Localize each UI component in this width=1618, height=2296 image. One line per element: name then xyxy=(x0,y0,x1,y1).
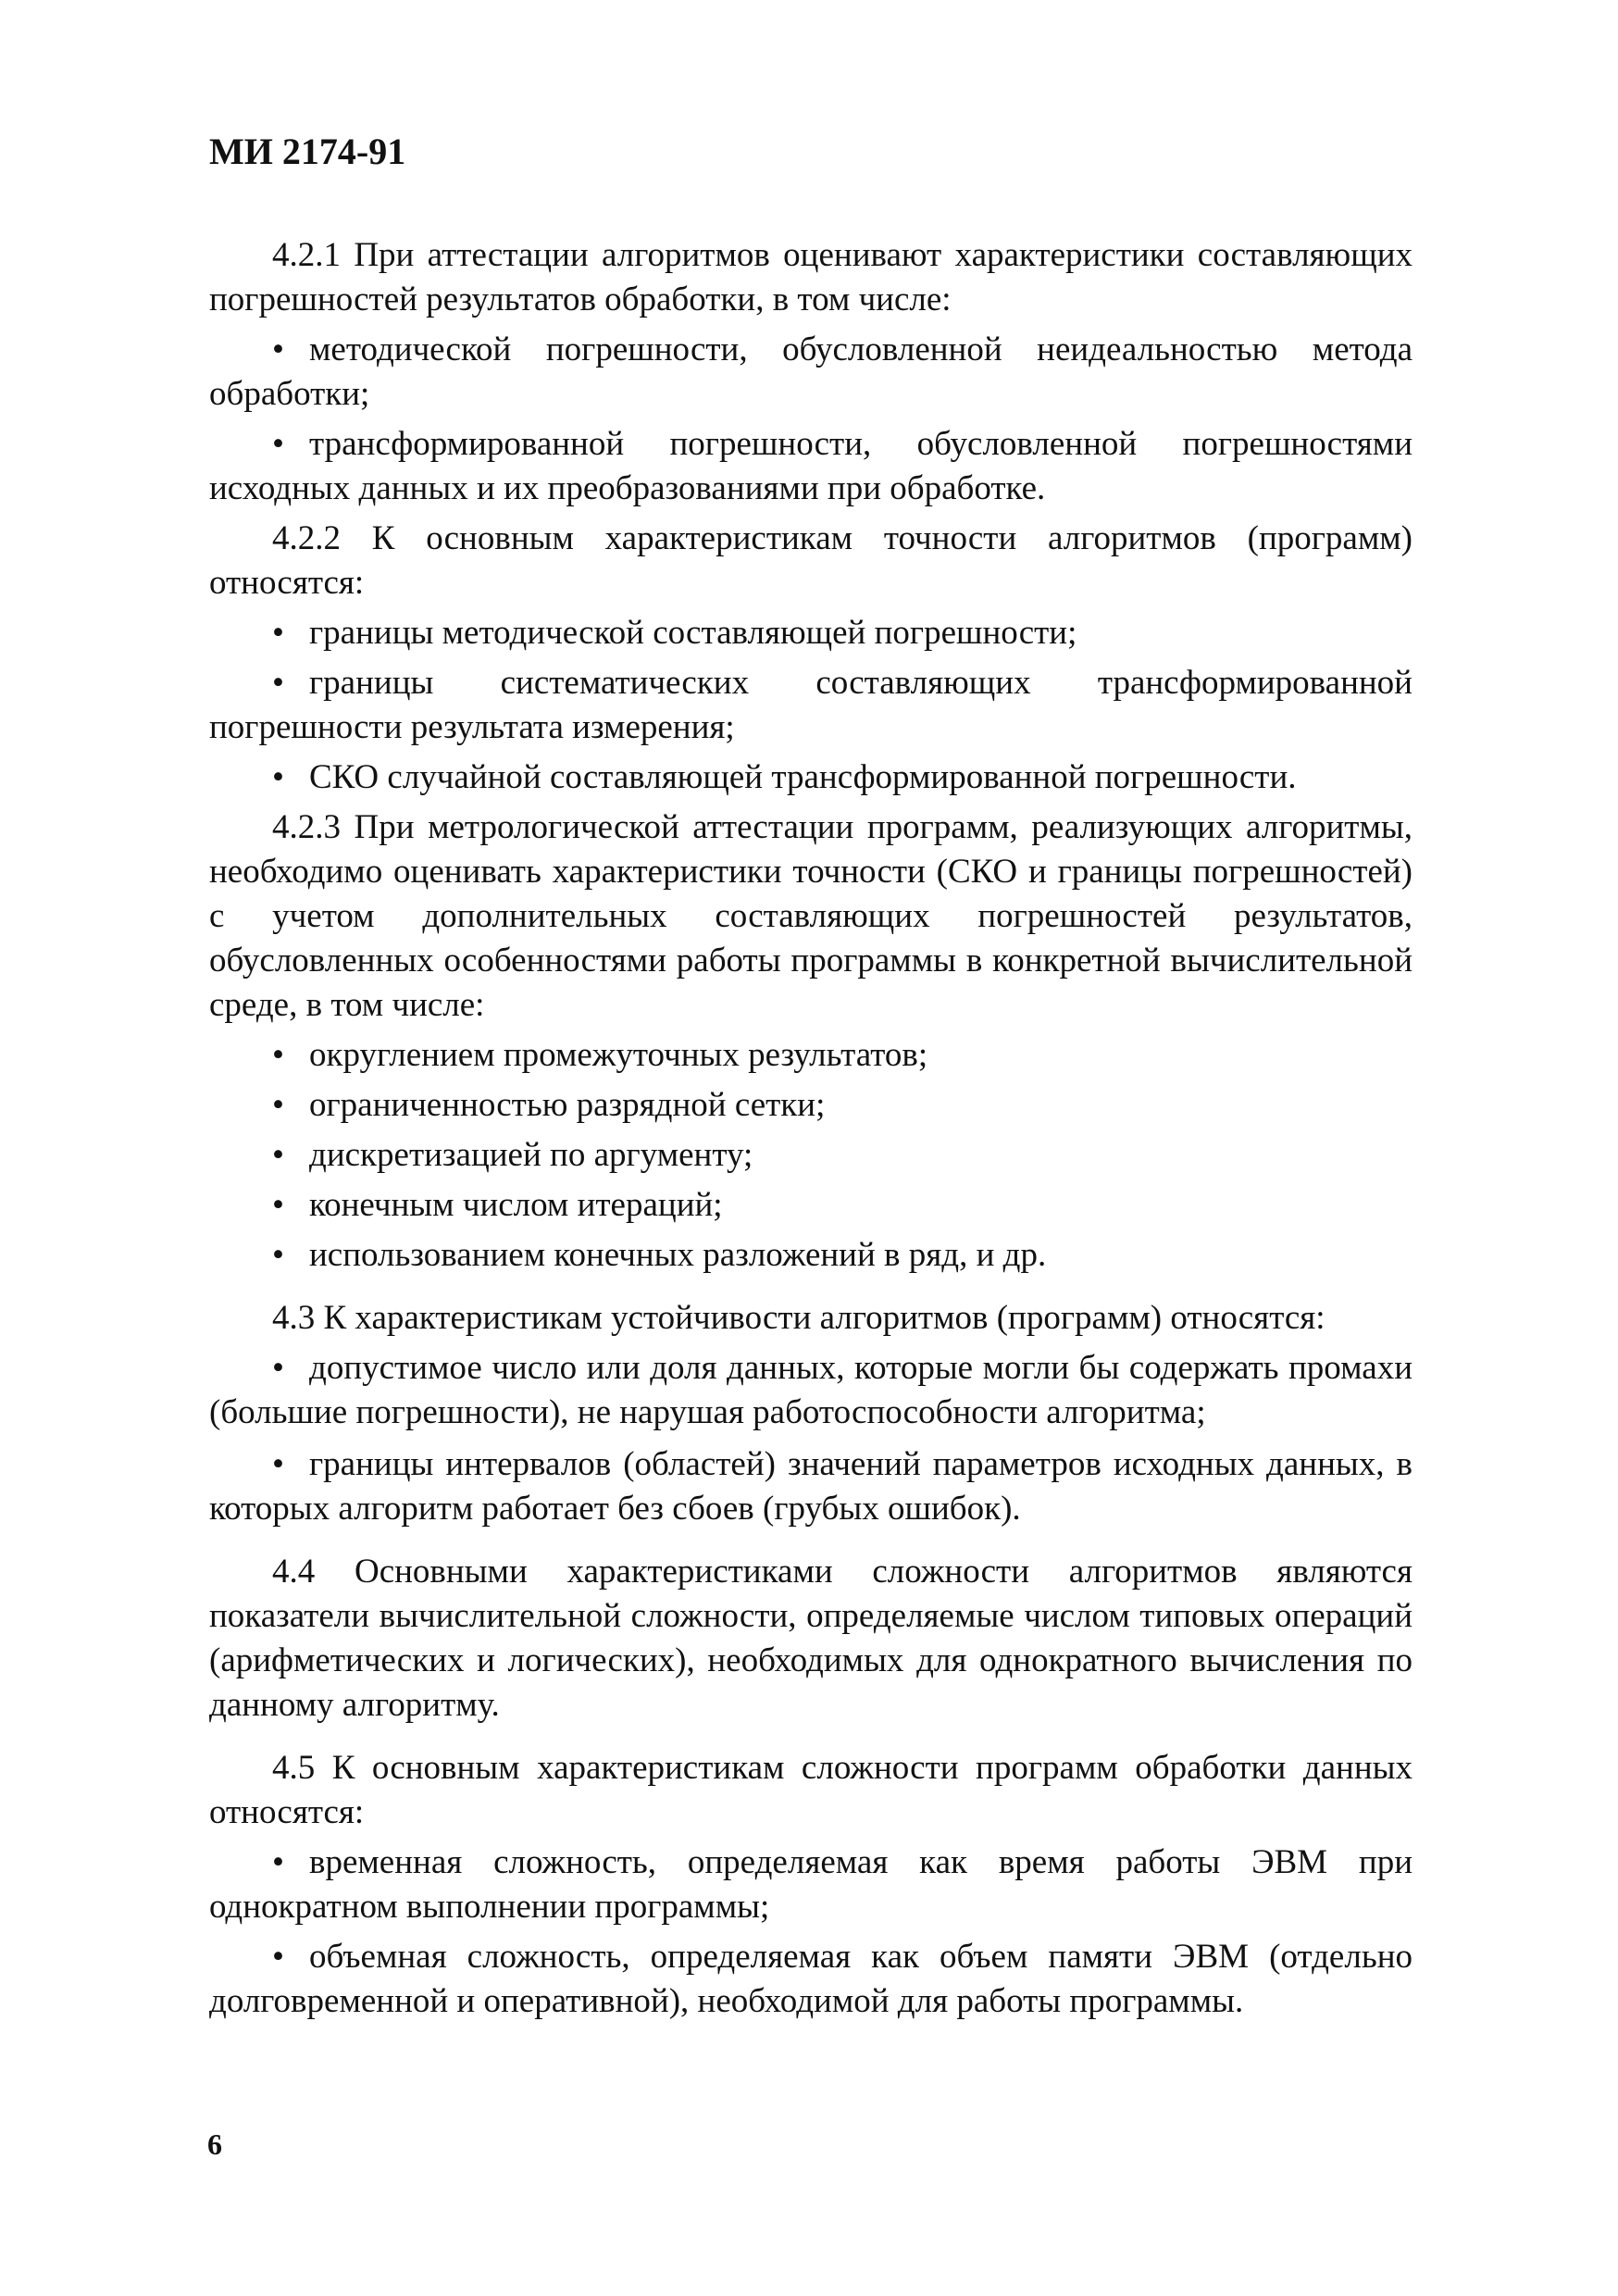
paragraph-4-5: 4.5 К основным характеристикам сложности программ обработки данных относятся: xyxy=(209,1749,1413,1831)
bullet-item: • СКО случайной составляющей трансформированной погрешности. xyxy=(209,755,1413,800)
bullet-item: • конечным числом итераций; xyxy=(209,1183,1413,1228)
paragraph-4-2-2: 4.2.2 К основным характеристикам точности алгоритмов (программ) относятся: xyxy=(209,519,1413,602)
bullet-item: • методической погрешности, обусловленной неидеальностью метода обработки; xyxy=(209,328,1413,417)
bullet-item: • границы систематических составляющих трансформированной погрешности результата измерения; xyxy=(209,661,1413,750)
paragraph-4-2-1: 4.2.1 При аттестации алгоритмов оценивают характеристики составляющих погрешностей результатов обработки, в том числе: xyxy=(209,236,1413,318)
bullet-item: • временная сложность, определяемая как время работы ЭВМ при однократном выполнении программы; xyxy=(209,1841,1413,1929)
bullet-icon: • xyxy=(272,425,284,463)
bullet-item: • границы методической составляющей погрешности; xyxy=(209,611,1413,655)
bullet-item: • дискретизацией по аргументу; xyxy=(209,1133,1413,1178)
paragraph-4-2-3: 4.2.3 При метрологической аттестации программ, реализующих алгоритмы, необходимо оценивать характеристики точности (СКО и границы погрешностей) с учетом дополнительных составляющих погрешностей результатов, обусловленных особенностями работы программы в конкретной вычислительной среде, в том числе: xyxy=(209,808,1413,1024)
bullet-icon: • xyxy=(272,1036,284,1074)
bullet-item: • допустимое число или доля данных, которые могли бы содержать промахи (большие погрешности), не нарушая работоспособности алгоритма; xyxy=(209,1346,1413,1435)
bullet-icon: • xyxy=(272,1186,284,1224)
paragraph-4-4: 4.4 Основными характеристиками сложности алгоритмов являются показатели вычислительной сложности, определяемые числом типовых операций (арифметических и логических), необходимых для однократного вычисления по данному алгоритму. xyxy=(209,1553,1413,1724)
bullet-item: • ограниченностью разрядной сетки; xyxy=(209,1083,1413,1128)
bullet-icon: • xyxy=(272,1136,284,1174)
bullet-icon: • xyxy=(272,758,284,796)
bullet-item: • трансформированной погрешности, обусловленной погрешностями исходных данных и их преобразованиями при обработке. xyxy=(209,422,1413,511)
bullet-icon: • xyxy=(272,1843,284,1881)
bullet-icon: • xyxy=(272,331,284,368)
bullet-item: • объемная сложность, определяемая как объем памяти ЭВМ (отдельно долговременной и оперативной), необходимой для работы программы. xyxy=(209,1935,1413,2024)
bullet-icon: • xyxy=(272,1086,284,1124)
bullet-item: • округлением промежуточных результатов; xyxy=(209,1033,1413,1078)
page-number: 6 xyxy=(207,2128,222,2161)
bullet-icon: • xyxy=(272,614,284,652)
bullet-icon: • xyxy=(272,1349,284,1387)
document-body xyxy=(209,233,1413,2029)
bullet-icon: • xyxy=(272,664,284,702)
bullet-icon: • xyxy=(272,1445,284,1483)
bullet-item: • границы интервалов (областей) значений параметров исходных данных, в которых алгоритм работает без сбоев (грубых ошибок). xyxy=(209,1442,1413,1531)
bullet-icon: • xyxy=(272,1938,284,1976)
paragraph-4-3: 4.3 К характеристикам устойчивости алгоритмов (программ) относятся: xyxy=(272,1299,1326,1337)
bullet-icon: • xyxy=(272,1236,284,1274)
bullet-item: • использованием конечных разложений в ряд, и др. xyxy=(209,1233,1413,1278)
document-code: МИ 2174-91 xyxy=(209,131,406,172)
